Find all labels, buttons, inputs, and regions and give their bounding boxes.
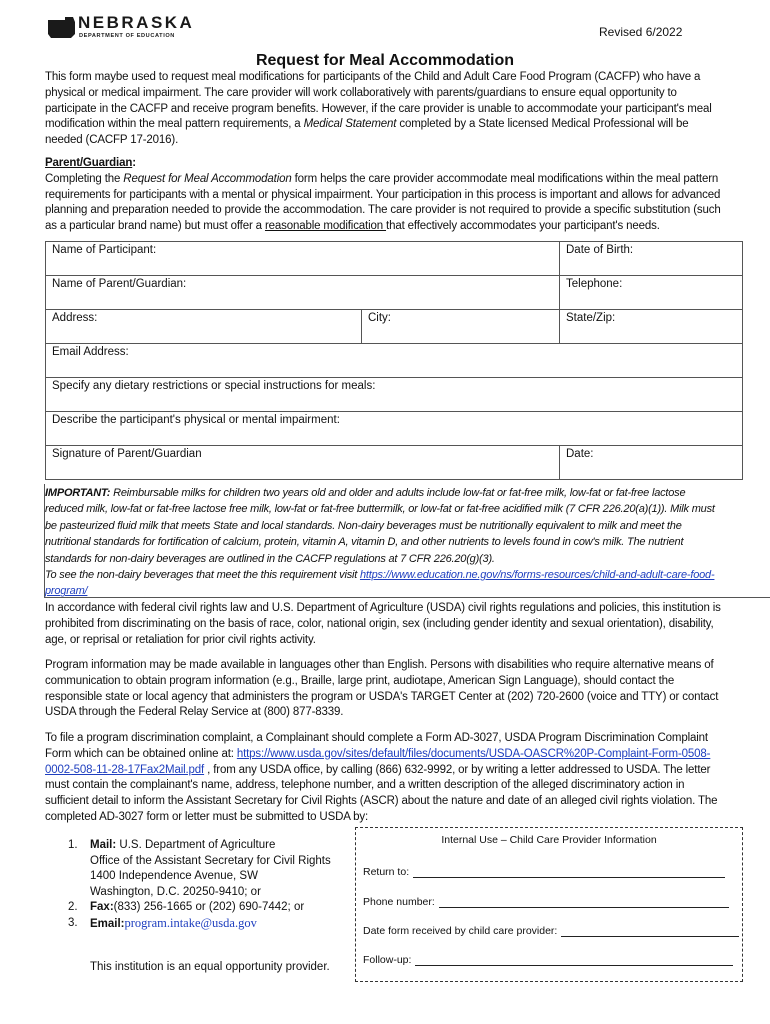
impairment-description-field[interactable]: Describe the participant's physical or mental impairment: — [46, 412, 743, 446]
internal-use-box — [355, 827, 743, 982]
submission-methods-list — [68, 838, 348, 933]
list-item-fax: 2. Fax:(833) 256-1665 or (202) 690-7442; or — [68, 901, 305, 914]
usda-email-link[interactable]: program.intake@usda.gov — [124, 915, 257, 930]
logo-wordmark: NEBRASKA — [78, 13, 195, 32]
complaint-instructions: To file a program discrimination complaint, a Complainant should complete a Form AD-3027, USDA Program Discrimination Complaint Form which can be obtained online at: https://www.usda.gov/sites/default/files/documents/USDA-OASCR%20P-Complaint-Form-0508-0002-508-11-28-17Fax2Mail.pdf , from any USDA office, by calling (866) 632-9992, or by writing a letter addressed to USDA. The letter must contain the complainant's name, address, telephone number, and a written description of the alleged discriminatory action in sufficient detail to inform the Assistant Secretary for Civil Rights (ASCR) about the nature and date of an alleged civil rights violation. The completed AD-3027 form or letter must be submitted to USDA by: — [45, 732, 718, 823]
signature-date-field[interactable]: Date: — [560, 446, 743, 480]
internal-use-title: Internal Use – Child Care Provider Information — [441, 834, 657, 846]
list-item-email: 3. Email:program.intake@usda.gov — [68, 915, 257, 930]
program-information-statement: Program information may be made available in languages other than English. Persons with disabilities who require alternative means of communication to obtain program information (e.g., Braille, large print, audiotape, American Sign Language), should contact the responsible state or local agency that administers the program or USDA's TARGET Center at (202) 720-2600 (voice and TTY) or contact USDA through the Federal Relay Service at (800) 877-8339. — [45, 659, 719, 719]
date-received-field[interactable]: Date form received by child care provider: — [363, 925, 739, 937]
email-address-field[interactable]: Email Address: — [46, 344, 743, 378]
return-to-field[interactable]: Return to: — [363, 866, 725, 878]
signature-field[interactable]: Signature of Parent/Guardian — [46, 446, 560, 480]
date-of-birth-field[interactable]: Date of Birth: — [560, 242, 743, 276]
parent-guardian-section: Parent/Guardian: Completing the Request for Meal Accommodation form helps the care provider accommodate meal modifications within the meal pattern requirements for participants with a mental or physical impairment. Your participation in this process is important and allows for advanced planning and preparation needed to provide the accommodation. The care provider is not required to provide a specific substitution (such as a particular brand name) but must offer a reasonable modification that effectively accommodates your participant's needs. — [45, 157, 721, 233]
dietary-restrictions-field[interactable]: Specify any dietary restrictions or special instructions for meals: — [46, 378, 743, 412]
city-field[interactable]: City: — [362, 310, 560, 344]
section-heading: Parent/Guardian — [45, 157, 133, 169]
list-item-mail: 1. Mail: U.S. Department of Agriculture Office of the Assistant Secretary for Civil Rights 1400 Independence Avenue, SW Washington, D.C. 20250-9410; or — [68, 839, 331, 898]
important-label: IMPORTANT: — [45, 487, 111, 499]
complaint-form-link[interactable]: https://www.usda.gov/sites/default/files/documents/USDA-OASCR%20P-Complaint-Form-0508-0002-508-11-28-17Fax2Mail.pdf — [45, 747, 711, 776]
revised-date: Revised 6/2022 — [599, 25, 683, 39]
telephone-field[interactable]: Telephone: — [560, 276, 743, 310]
page-title: Request for Meal Accommodation — [255, 52, 515, 69]
state-zip-field[interactable]: State/Zip: — [560, 310, 743, 344]
address-field[interactable]: Address: — [46, 310, 362, 344]
equal-opportunity-statement: This institution is an equal opportunity provider. — [90, 961, 330, 973]
parent-name-field[interactable]: Name of Parent/Guardian: — [46, 276, 560, 310]
important-note: IMPORTANT: Reimbursable milks for children two years old and older and adults include low-fat or fat-free milk, low-fat or fat-free lactose reduced milk, low-fat or fat-free lactose free milk, low-fat or fat-free buttermilk, or low-fat or fat-free acidified milk (7 CFR 226.20(a)(1)). Milk must be pasteurized fluid milk that meets State and local standards. Non-dairy beverages must be nutritionally equivalent to milk and meet the nutritional standards for fortification of calcium, protein, vitamin A, vitamin D, and other nutrients to levels found in cow's milk. The nutrient standards for non-dairy beverages are outlined in the CACFP regulations at 7 CFR 226.20(g)(3). To see the non-dairy beverages that meet the this requirement visit https://www.education.ne.gov/ns/forms-resources/child-and-adult-care-food-program/ — [45, 487, 715, 598]
request-form-table — [45, 241, 743, 480]
follow-up-field[interactable]: Follow-up: — [363, 954, 733, 966]
phone-number-field[interactable]: Phone number: — [363, 896, 729, 908]
participant-name-field[interactable]: Name of Participant: — [46, 242, 560, 276]
non-dairy-beverages-link[interactable]: https://www.education.ne.gov/ns/forms-resources/child-and-adult-care-food-program/ — [45, 569, 715, 598]
logo-subtitle: DEPARTMENT OF EDUCATION — [79, 33, 175, 39]
civil-rights-statement: In accordance with federal civil rights law and U.S. Department of Agriculture (USDA) civil rights regulations and policies, this institution is prohibited from discriminating on the basis of race, color, national origin, sex (including gender identity and sexual orientation), disability, age, or reprisal or retaliation for prior civil rights activity. — [45, 602, 721, 646]
intro-paragraph: This form maybe used to request meal modifications for participants of the Child and Adult Care Food Program (CACFP) who have a physical or medical impairment. The care provider will work collaboratively with parents/guardians to ensure equal opportunity to participate in the CACFP and receive program benefits. However, if the care provider is unable to accommodate your participant's meal modification within the meal pattern requirements, a Medical Statement completed by a State licensed Medical Professional will be needed (CACFP 17-2016). — [45, 71, 712, 147]
